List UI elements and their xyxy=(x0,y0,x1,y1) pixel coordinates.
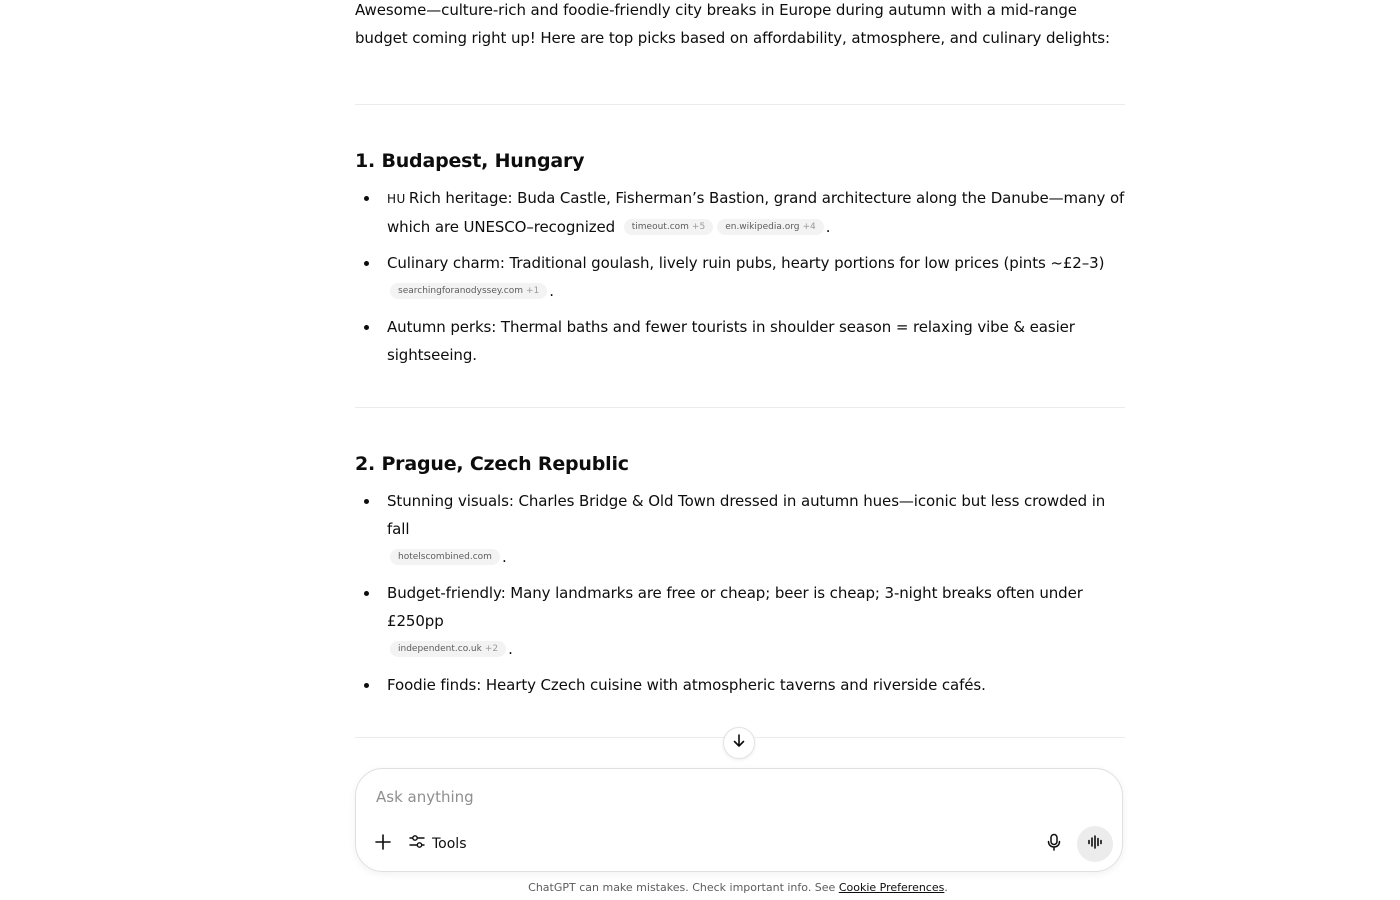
source-pill[interactable]: en.wikipedia.org +4 xyxy=(717,219,824,235)
voice-mode-button[interactable] xyxy=(1077,826,1113,862)
list-item: HU Rich heritage: Buda Castle, Fisherman’s Bastion, grand architecture along the Danube—many of which are UNESCO–recognized timeout.com +5 en.wikipedia.org +4 . xyxy=(355,184,1125,241)
list-item xyxy=(355,313,1125,369)
list-item-text: Rich heritage: Buda Castle, Fisherman’s Bastion, grand architecture along the Danube—many of which are UNESCO–recognized xyxy=(387,189,1125,236)
sliders-icon xyxy=(408,833,426,855)
list-item-text: Budget-friendly: Many landmarks are free or cheap; beer is cheap; 3-night breaks often under £250pp xyxy=(387,584,1083,630)
disclaimer-footer: ChatGPT can make mistakes. Check important info. See Cookie Preferences. xyxy=(528,881,948,894)
tools-button[interactable] xyxy=(408,831,467,857)
hungary-flag-icon: HU xyxy=(387,192,406,206)
list-item-text: Foodie finds: Hearty Czech cuisine with atmospheric taverns and riverside cafés. xyxy=(387,676,986,694)
list-item: Budget-friendly: Many landmarks are free or cheap; beer is cheap; 3-night breaks often under £250pp independent.co.uk +2 . xyxy=(355,579,1125,663)
source-pill[interactable]: independent.co.uk +2 xyxy=(390,641,506,657)
dictate-button[interactable] xyxy=(1041,831,1067,857)
disclaimer-text: ChatGPT can make mistakes. Check important info. See xyxy=(528,881,836,894)
list-item: Culinary charm: Traditional goulash, lively ruin pubs, hearty portions for low prices (pints ~£2–3) searchingforanodyssey.com +1 . xyxy=(355,249,1125,305)
section-title-prague: 2. Prague, Czech Republic xyxy=(355,453,629,475)
prague-list xyxy=(355,487,1125,699)
list-item xyxy=(355,671,1125,699)
microphone-icon xyxy=(1046,833,1062,855)
budapest-list xyxy=(355,184,1125,369)
source-pill[interactable]: hotelscombined.com xyxy=(390,549,500,565)
prompt-input[interactable] xyxy=(376,783,1096,811)
source-pill[interactable]: timeout.com +5 xyxy=(624,219,713,235)
source-pill[interactable]: searchingforanodyssey.com +1 xyxy=(390,283,547,299)
section-title-budapest: 1. Budapest, Hungary xyxy=(355,150,585,172)
intro-paragraph: Awesome—culture-rich and foodie-friendly city breaks in Europe during autumn with a mid-range budget coming right up! Here are top picks based on affordability, atmosphere, and culinary delights: xyxy=(355,1,1110,47)
add-attachment-button[interactable] xyxy=(370,831,396,857)
tools-label: Tools xyxy=(432,836,467,852)
scroll-to-bottom-button[interactable] xyxy=(723,727,755,759)
cookie-preferences-link[interactable]: Cookie Preferences xyxy=(838,881,945,894)
list-item: Stunning visuals: Charles Bridge & Old Town dressed in autumn hues—iconic but less crowded in fall hotelscombined.com . xyxy=(355,487,1125,571)
list-item-text: Autumn perks: Thermal baths and fewer tourists in shoulder season = relaxing vibe & easier sightseeing. xyxy=(387,318,1075,364)
list-item-text: Culinary charm: Traditional goulash, lively ruin pubs, hearty portions for low prices (pints ~£2–3) xyxy=(387,254,1105,272)
list-item-text: Stunning visuals: Charles Bridge & Old Town dressed in autumn hues—iconic but less crowded in fall xyxy=(387,492,1106,538)
composer xyxy=(355,768,1123,872)
arrow-down-icon xyxy=(731,733,747,753)
waveform-icon xyxy=(1087,834,1103,854)
plus-icon xyxy=(374,833,392,855)
